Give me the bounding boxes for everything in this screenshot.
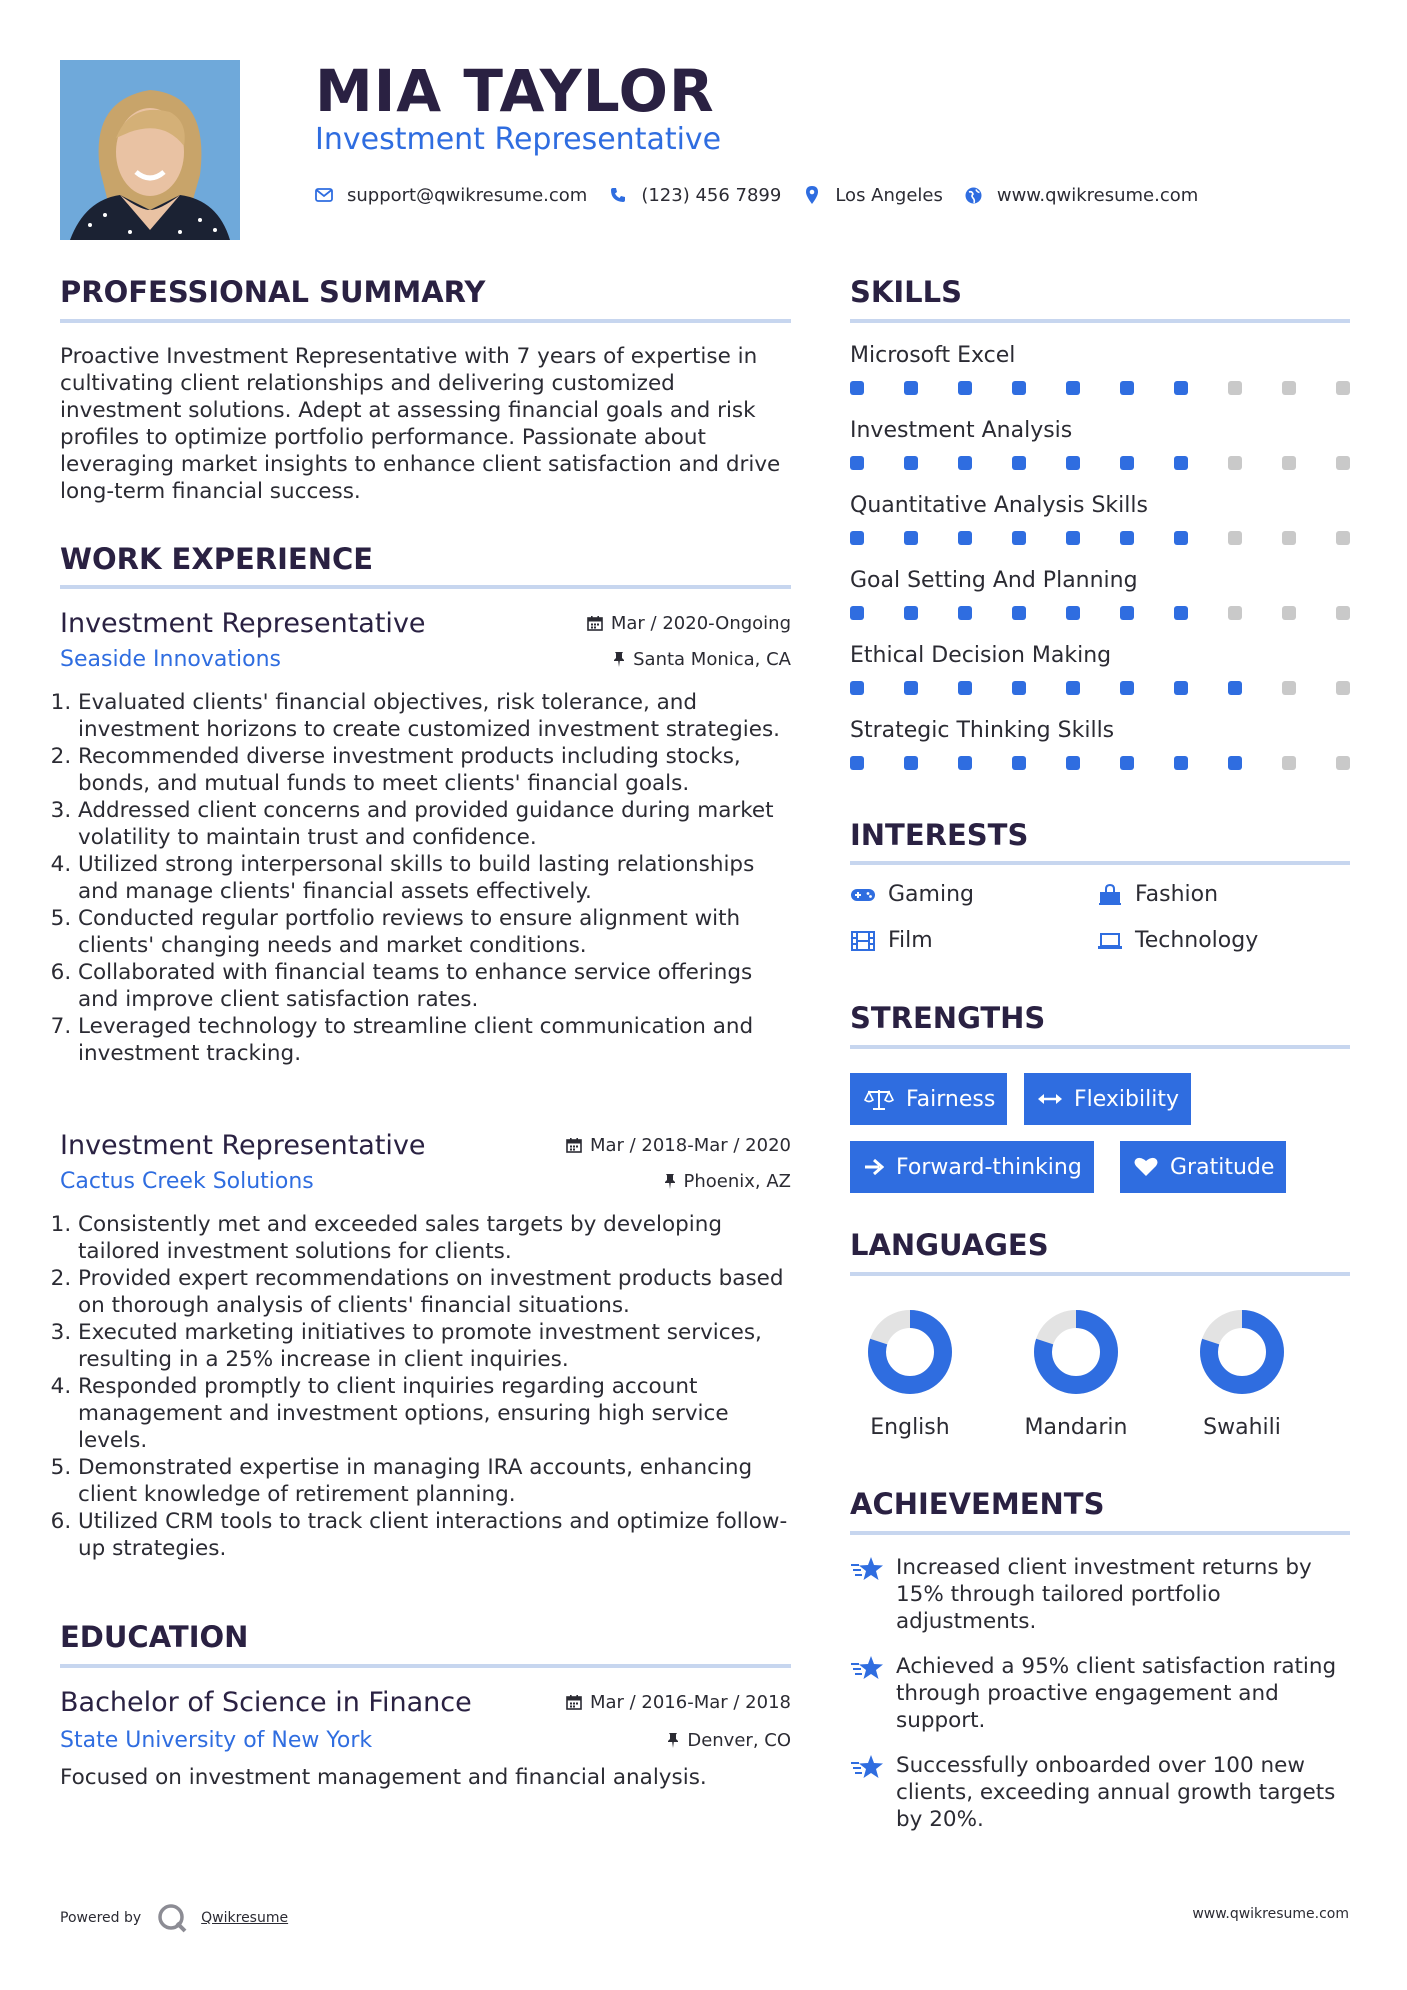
skills-list	[850, 340, 1350, 790]
language-proficiency-ring	[1197, 1307, 1287, 1397]
star-icon	[850, 1653, 886, 1734]
star-icon	[850, 1752, 886, 1833]
rating-dot-filled	[1120, 606, 1134, 620]
rating-dot-filled	[1012, 606, 1026, 620]
footer-powered-by	[60, 1903, 288, 1933]
rating-dot-filled	[1066, 756, 1080, 770]
language-name: Swahili	[1203, 1415, 1281, 1440]
shopping-bag-icon	[1097, 884, 1123, 906]
rating-dot-empty	[1336, 681, 1350, 695]
rating-dot-filled	[1174, 681, 1188, 695]
rating-dot-filled	[1120, 381, 1134, 395]
strengths-divider	[850, 1045, 1350, 1049]
skill-rating	[850, 606, 1350, 620]
rating-dot-filled	[1066, 681, 1080, 695]
rating-dot-empty	[1336, 606, 1350, 620]
list-item: 2. Provided expert recommendations on investment products based on thorough analysis of clients' financial situations.	[78, 1265, 791, 1319]
rating-dot-filled	[958, 381, 972, 395]
rating-dot-filled	[904, 456, 918, 470]
rating-dot-filled	[904, 381, 918, 395]
balance-scale-icon	[864, 1088, 894, 1110]
strength-tag-flexibility	[1024, 1073, 1191, 1125]
rating-dot-empty	[1282, 456, 1296, 470]
powered-by-text: Powered by	[60, 1910, 142, 1926]
list-item: 4. Utilized strong interpersonal skills to build lasting relationships and manage clients' financial assets effectively.	[78, 851, 791, 905]
languages-divider	[850, 1272, 1350, 1276]
rating-dot-empty	[1336, 531, 1350, 545]
list-item: 2. Recommended diverse investment products including stocks, bonds, and mutual funds to meet clients' financial goals.	[78, 743, 791, 797]
contact-location	[803, 185, 943, 206]
rating-dot-filled	[1228, 756, 1242, 770]
summary-heading: PROFESSIONAL SUMMARY	[60, 275, 486, 309]
language-name: English	[870, 1415, 950, 1440]
list-item: 5. Demonstrated expertise in managing IRA accounts, enhancing client knowledge of retirement planning.	[78, 1454, 791, 1508]
job-location-text: Santa Monica, CA	[633, 648, 791, 670]
skill-name: Quantitative Analysis Skills	[850, 493, 1148, 518]
interest-item-gaming	[850, 882, 974, 907]
map-marker-icon	[803, 186, 821, 204]
qwikresume-logo-icon	[157, 1903, 187, 1933]
rating-dot-filled	[958, 456, 972, 470]
rating-dot-filled	[1012, 681, 1026, 695]
rating-dot-empty	[1228, 606, 1242, 620]
rating-dot-filled	[1066, 531, 1080, 545]
rating-dot-filled	[1174, 531, 1188, 545]
rating-dot-filled	[1120, 681, 1134, 695]
list-item: 7. Leveraged technology to streamline client communication and investment tracking.	[78, 1013, 791, 1067]
rating-dot-filled	[1228, 681, 1242, 695]
pushpin-icon	[613, 651, 625, 667]
rating-dot-empty	[1336, 756, 1350, 770]
summary-divider	[60, 319, 791, 323]
candidate-role: Investment Representative	[315, 122, 722, 157]
list-item: 3. Executed marketing initiatives to promote investment services, resulting in a 25% increase in client inquiries.	[78, 1319, 791, 1373]
rating-dot-filled	[904, 756, 918, 770]
rating-dot-filled	[1174, 756, 1188, 770]
pushpin-icon	[664, 1173, 676, 1189]
contact-email[interactable]	[315, 185, 587, 206]
rating-dot-filled	[904, 531, 918, 545]
skill-rating	[850, 756, 1350, 770]
achievement-item	[850, 1752, 1350, 1833]
strengths-heading: STRENGTHS	[850, 1001, 1046, 1035]
calendar-icon	[566, 1694, 582, 1710]
rating-dot-filled	[850, 606, 864, 620]
language-item-mandarin	[1006, 1307, 1146, 1440]
education-date	[566, 1692, 791, 1713]
rating-dot-filled	[850, 681, 864, 695]
rating-dot-filled	[958, 531, 972, 545]
skill-rating	[850, 531, 1350, 545]
interest-label: Technology	[1135, 928, 1259, 953]
skill-name: Investment Analysis	[850, 418, 1073, 443]
job-date	[566, 1135, 791, 1156]
job-date-text: Mar / 2020-Ongoing	[610, 612, 791, 634]
achievement-text: Achieved a 95% client satisfaction rating through proactive engagement and support.	[896, 1654, 1337, 1733]
rating-dot-empty	[1282, 381, 1296, 395]
skill-item	[850, 415, 1350, 490]
job-responsibilities	[60, 1211, 791, 1562]
footer-brand-link[interactable]: Qwikresume	[201, 1910, 289, 1926]
rating-dot-filled	[850, 531, 864, 545]
interests-heading: INTERESTS	[850, 818, 1029, 852]
achievement-item	[850, 1653, 1350, 1734]
summary-text: Proactive Investment Representative with 7 years of expertise in cultivating client relationships and delivering customized investment solutions. Adept at assessing financial goals and risk profiles to optimize portfolio performance. Passionate about leveraging market insights to enhance client satisfaction and drive long-term financial success.	[60, 344, 781, 504]
skill-item	[850, 640, 1350, 715]
rating-dot-empty	[1228, 531, 1242, 545]
school-name: State University of New York	[60, 1727, 373, 1753]
arrows-horizontal-icon	[1038, 1092, 1062, 1106]
language-item-english	[840, 1307, 980, 1440]
contact-website[interactable]	[965, 185, 1198, 206]
rating-dot-filled	[1012, 381, 1026, 395]
education-heading: EDUCATION	[60, 1620, 249, 1654]
strength-label: Forward-thinking	[896, 1154, 1082, 1180]
gamepad-icon	[850, 884, 876, 906]
strength-tag-fairness	[850, 1073, 1007, 1125]
skill-rating	[850, 681, 1350, 695]
job-entry	[60, 1127, 791, 1562]
company-name: Cactus Creek Solutions	[60, 1168, 314, 1194]
list-item: 6. Utilized CRM tools to track client interactions and optimize follow-up strategies.	[78, 1508, 791, 1562]
calendar-icon	[587, 615, 603, 631]
language-proficiency-ring	[1031, 1307, 1121, 1397]
rating-dot-filled	[850, 756, 864, 770]
achievement-item	[850, 1554, 1350, 1635]
rating-dot-filled	[1120, 456, 1134, 470]
job-entry	[60, 605, 791, 1067]
rating-dot-filled	[1174, 456, 1188, 470]
rating-dot-empty	[1282, 681, 1296, 695]
rating-dot-filled	[958, 681, 972, 695]
rating-dot-empty	[1282, 756, 1296, 770]
rating-dot-filled	[1120, 756, 1134, 770]
skill-rating	[850, 381, 1350, 395]
skill-item	[850, 340, 1350, 415]
pushpin-icon	[667, 1732, 679, 1748]
skill-item	[850, 490, 1350, 565]
language-proficiency-ring	[865, 1307, 955, 1397]
job-location-text: Phoenix, AZ	[683, 1170, 791, 1192]
skills-divider	[850, 319, 1350, 323]
skill-name: Microsoft Excel	[850, 343, 1016, 368]
rating-dot-empty	[1228, 456, 1242, 470]
languages-heading: LANGUAGES	[850, 1228, 1049, 1262]
experience-divider	[60, 585, 791, 589]
job-responsibilities	[60, 689, 791, 1067]
phone-icon	[609, 186, 627, 204]
education-location-text: Denver, CO	[687, 1729, 791, 1751]
footer-url[interactable]: www.qwikresume.com	[1192, 1906, 1349, 1922]
interests-divider	[850, 861, 1350, 865]
list-item: 4. Responded promptly to client inquiries regarding account management and investment options, ensuring high service levels.	[78, 1373, 791, 1454]
rating-dot-filled	[1066, 456, 1080, 470]
rating-dot-filled	[1012, 456, 1026, 470]
heart-icon	[1134, 1157, 1158, 1177]
strength-label: Fairness	[906, 1086, 996, 1112]
rating-dot-empty	[1228, 381, 1242, 395]
strength-label: Gratitude	[1170, 1154, 1275, 1180]
rating-dot-filled	[958, 606, 972, 620]
achievements-heading: ACHIEVEMENTS	[850, 1487, 1105, 1521]
experience-heading: WORK EXPERIENCE	[60, 542, 374, 576]
contact-bar	[315, 180, 1220, 210]
skill-rating	[850, 456, 1350, 470]
contact-phone[interactable]	[609, 185, 781, 206]
rating-dot-filled	[1174, 381, 1188, 395]
globe-icon	[965, 186, 983, 204]
education-location	[667, 1730, 791, 1751]
candidate-name: MIA TAYLOR	[315, 57, 715, 125]
rating-dot-filled	[1066, 606, 1080, 620]
star-icon	[850, 1554, 886, 1635]
location-text: Los Angeles	[835, 184, 943, 206]
job-title: Investment Representative	[60, 1129, 426, 1161]
calendar-icon	[566, 1137, 582, 1153]
profile-photo	[60, 60, 240, 240]
achievement-text: Successfully onboarded over 100 new clients, exceeding annual growth targets by 20%.	[896, 1753, 1336, 1832]
list-item: 1. Evaluated clients' financial objectives, risk tolerance, and investment horizons to create customized investment strategies.	[78, 689, 791, 743]
interest-item-technology	[1097, 928, 1258, 953]
list-item: 6. Collaborated with financial teams to enhance service offerings and improve client satisfaction rates.	[78, 959, 791, 1013]
skill-name: Strategic Thinking Skills	[850, 718, 1115, 743]
rating-dot-filled	[850, 381, 864, 395]
interest-label: Film	[888, 928, 933, 953]
interest-item-fashion	[1097, 882, 1218, 907]
education-description: Focused on investment management and financial analysis.	[60, 1765, 707, 1790]
strength-tag-forward-thinking	[850, 1141, 1094, 1193]
rating-dot-filled	[904, 681, 918, 695]
rating-dot-filled	[958, 756, 972, 770]
rating-dot-empty	[1282, 606, 1296, 620]
interest-label: Gaming	[888, 882, 974, 907]
education-date-text: Mar / 2016-Mar / 2018	[589, 1691, 791, 1713]
rating-dot-empty	[1282, 531, 1296, 545]
job-location	[664, 1171, 792, 1192]
company-name: Seaside Innovations	[60, 646, 281, 672]
skills-heading: SKILLS	[850, 275, 962, 309]
education-entry	[60, 1684, 791, 1791]
list-item: 1. Consistently met and exceeded sales targets by developing tailored investment solutions for clients.	[78, 1211, 791, 1265]
phone-text: (123) 456 7899	[641, 184, 782, 206]
email-text: support@qwikresume.com	[347, 184, 588, 206]
list-item: 3. Addressed client concerns and provided guidance during market volatility to maintain trust and confidence.	[78, 797, 791, 851]
skill-item	[850, 715, 1350, 790]
job-location	[613, 649, 791, 670]
rating-dot-empty	[1336, 456, 1350, 470]
strength-tag-gratitude	[1120, 1141, 1286, 1193]
rating-dot-filled	[1120, 531, 1134, 545]
job-date	[587, 613, 791, 634]
rating-dot-filled	[1174, 606, 1188, 620]
rating-dot-filled	[1012, 531, 1026, 545]
rating-dot-filled	[850, 456, 864, 470]
achievements-divider	[850, 1531, 1350, 1535]
arrow-right-icon	[864, 1158, 884, 1176]
interest-item-film	[850, 928, 933, 953]
skill-name: Goal Setting And Planning	[850, 568, 1138, 593]
rating-dot-filled	[1012, 756, 1026, 770]
skill-name: Ethical Decision Making	[850, 643, 1112, 668]
language-item-swahili	[1172, 1307, 1312, 1440]
degree-title: Bachelor of Science in Finance	[60, 1686, 472, 1718]
skill-item	[850, 565, 1350, 640]
education-divider	[60, 1664, 791, 1668]
website-text: www.qwikresume.com	[996, 184, 1199, 206]
laptop-icon	[1097, 930, 1123, 952]
film-icon	[850, 930, 876, 952]
rating-dot-empty	[1336, 381, 1350, 395]
envelope-icon	[315, 186, 333, 204]
job-title: Investment Representative	[60, 607, 426, 639]
language-name: Mandarin	[1024, 1415, 1128, 1440]
interest-label: Fashion	[1135, 882, 1219, 907]
rating-dot-filled	[904, 606, 918, 620]
job-date-text: Mar / 2018-Mar / 2020	[589, 1134, 791, 1156]
achievement-text: Increased client investment returns by 15% through tailored portfolio adjustments.	[896, 1555, 1312, 1634]
list-item: 5. Conducted regular portfolio reviews to ensure alignment with clients' changing needs and market conditions.	[78, 905, 791, 959]
rating-dot-filled	[1066, 381, 1080, 395]
strength-label: Flexibility	[1074, 1086, 1179, 1112]
